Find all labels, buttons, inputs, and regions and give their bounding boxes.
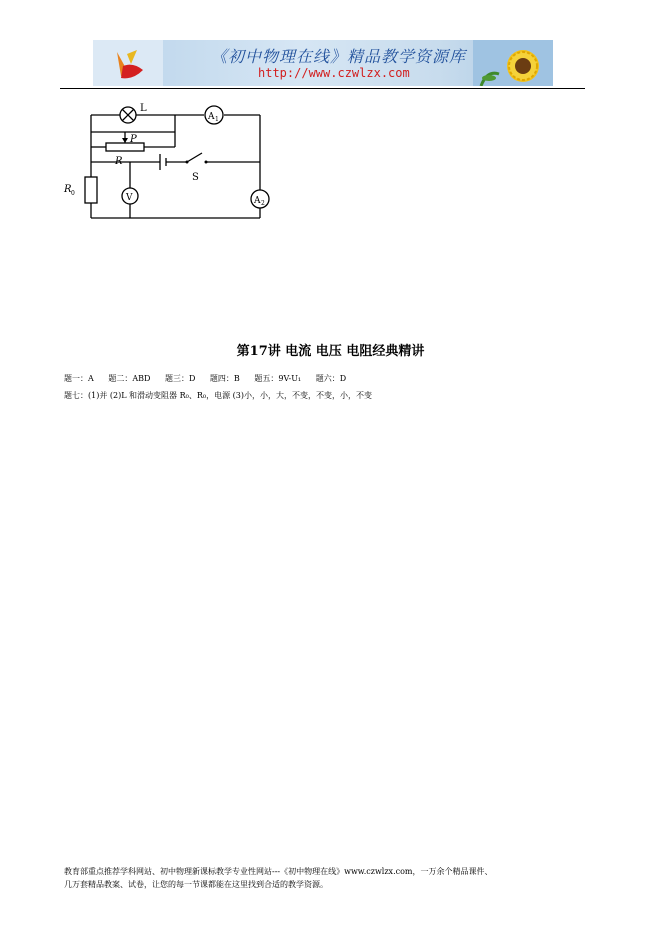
resistor-subscript: 0: [71, 190, 75, 197]
circuit-diagram: [60, 98, 280, 228]
banner-title: 《初中物理在线》精品教学资源库: [211, 47, 467, 66]
ammeter1-label: A: [208, 112, 215, 122]
banner-url[interactable]: http://www.czwlzx.com: [258, 66, 410, 80]
answer-1: 题一：A: [64, 374, 94, 383]
answer-4: 题四：B: [209, 374, 240, 383]
rheostat-label: R: [115, 156, 123, 167]
footer-line-1: 教育部重点推荐学科网站、初中物理新课标教学专业性网站---《初中物理在线》www.czwlzx.com，一万余个精品课件、: [64, 867, 493, 876]
ammeter2-label: A: [254, 196, 261, 206]
answer-6: 题六：D: [315, 374, 347, 383]
header-divider: [60, 88, 585, 89]
resistor-label: R: [64, 184, 72, 195]
lamp-label: L: [140, 103, 147, 114]
answers-line-1: [64, 373, 346, 384]
switch-label: S: [192, 172, 199, 183]
answer-2: 题二：ABD: [108, 374, 151, 383]
answer-5: 题五：9V-U₁: [254, 374, 302, 383]
header-banner: [93, 40, 553, 86]
answers-line-2: 题七：(1)并 (2)L 和滑动变阻器 R₀、R₀，电源 (3)小，小，大，不变，不变，小，不变: [64, 391, 372, 400]
site-logo-icon: [93, 40, 163, 86]
section-title: 第17讲 电流 电压 电阻经典精讲: [236, 344, 425, 359]
sunflower-icon: [473, 40, 553, 86]
footer-line-2: 几万套精品教案、试卷，让您的每一节课都能在这里找到合适的教学资源。: [64, 880, 328, 889]
slider-label: P: [130, 134, 137, 145]
answer-3: 题三：D: [164, 374, 196, 383]
ammeter2-subscript: 2: [261, 200, 265, 207]
voltmeter-label: V: [126, 193, 133, 203]
ammeter1-subscript: 1: [215, 116, 219, 123]
